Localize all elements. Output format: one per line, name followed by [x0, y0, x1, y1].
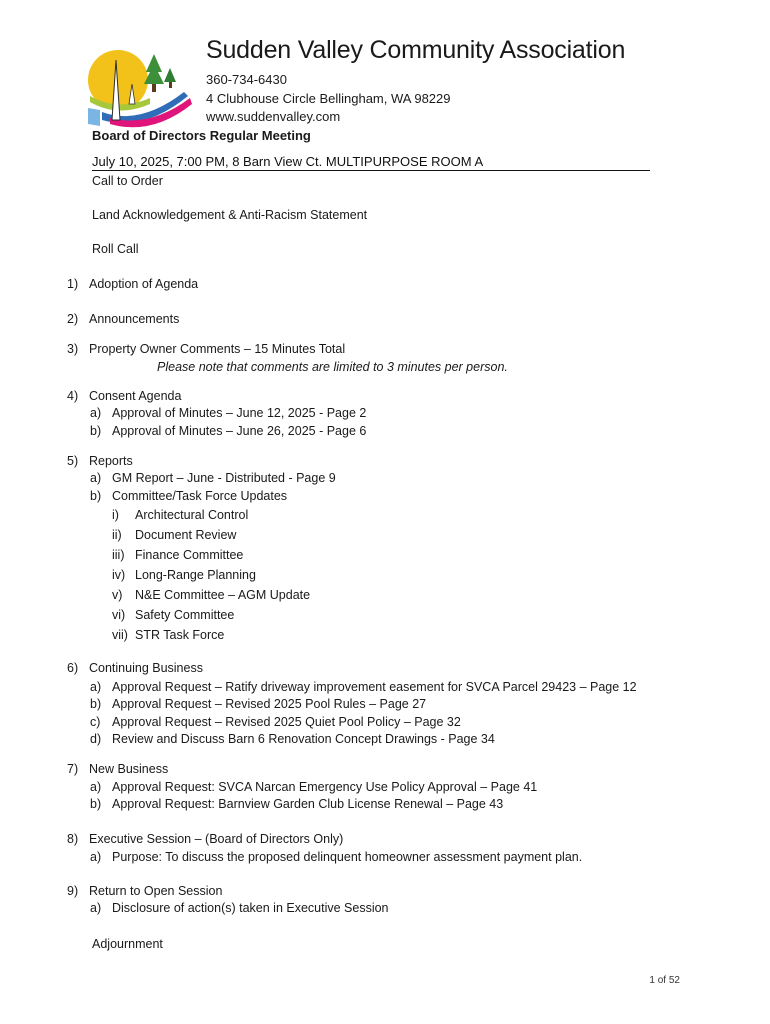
committee-item: Safety Committee [135, 608, 235, 622]
meeting-details: July 10, 2025, 7:00 PM, 8 Barn View Ct. MULTIPURPOSE ROOM A [92, 154, 650, 171]
item-number: 9) [67, 884, 79, 898]
sub-item: Committee/Task Force Updates [112, 489, 288, 503]
agenda-item-adoption: Adoption of Agenda [89, 277, 199, 291]
roman-numeral: vii) [112, 628, 128, 642]
sub-item-letter: a) [90, 471, 102, 485]
committee-item: Architectural Control [135, 508, 249, 522]
sub-item-letter: a) [90, 780, 102, 794]
meeting-title: Board of Directors Regular Meeting [92, 128, 311, 143]
committee-item: N&E Committee – AGM Update [135, 588, 311, 602]
organization-name: Sudden Valley Community Association [206, 36, 626, 64]
sub-item: Disclosure of action(s) taken in Executive Session [112, 901, 389, 915]
roman-numeral: v) [112, 588, 123, 602]
sub-item-letter: a) [90, 406, 102, 420]
sub-item-letter: b) [90, 797, 102, 811]
agenda-item-consent: Consent Agenda [89, 389, 182, 403]
page-number: 1 of 52 [649, 975, 680, 986]
land-acknowledgement: Land Acknowledgement & Anti-Racism Statement [92, 208, 368, 222]
sub-item: Approval Request – Revised 2025 Pool Rules – Page 27 [112, 697, 427, 711]
sub-item: Approval of Minutes – June 12, 2025 - Page 2 [112, 406, 367, 420]
address: 4 Clubhouse Circle Bellingham, WA 98229 [206, 91, 451, 106]
comments-note: Please note that comments are limited to 3 minutes per person. [157, 360, 508, 374]
sub-item: Approval Request – Ratify driveway improvement easement for SVCA Parcel 29423 – Page 12 [112, 680, 637, 694]
agenda-item-comments: Property Owner Comments – 15 Minutes Total [89, 342, 346, 356]
item-number: 7) [67, 762, 79, 776]
association-logo [80, 38, 200, 130]
roll-call: Roll Call [92, 242, 139, 256]
agenda-item-announcements: Announcements [89, 312, 180, 326]
roman-numeral: iv) [112, 568, 126, 582]
item-number: 2) [67, 312, 79, 326]
roman-numeral: i) [112, 508, 119, 522]
sub-item-letter: a) [90, 901, 102, 915]
sub-item: Approval Request – Revised 2025 Quiet Pool Policy – Page 32 [112, 715, 461, 729]
item-number: 1) [67, 277, 79, 291]
agenda-item-reports: Reports [89, 454, 133, 468]
sub-item: Purpose: To discuss the proposed delinquent homeowner assessment payment plan. [112, 850, 583, 864]
committee-item: Document Review [135, 528, 237, 542]
roman-numeral: vi) [112, 608, 126, 622]
item-number: 5) [67, 454, 79, 468]
sub-item: Approval of Minutes – June 26, 2025 - Page 6 [112, 424, 367, 438]
item-number: 6) [67, 661, 79, 675]
sub-item-letter: a) [90, 680, 102, 694]
committee-item: Finance Committee [135, 548, 244, 562]
committee-item: STR Task Force [135, 628, 225, 642]
phone-number: 360-734-6430 [206, 72, 287, 87]
call-to-order: Call to Order [92, 174, 163, 188]
adjournment: Adjournment [92, 937, 163, 951]
roman-numeral: ii) [112, 528, 122, 542]
website[interactable]: www.suddenvalley.com [206, 109, 341, 124]
committee-item: Long-Range Planning [135, 568, 256, 582]
sub-item: GM Report – June - Distributed - Page 9 [112, 471, 336, 485]
sub-item-letter: b) [90, 697, 102, 711]
agenda-item-executive-session: Executive Session – (Board of Directors Only) [89, 832, 344, 846]
sub-item: Approval Request: SVCA Narcan Emergency Use Policy Approval – Page 41 [112, 780, 538, 794]
sub-item-letter: d) [90, 732, 102, 746]
sub-item: Review and Discuss Barn 6 Renovation Concept Drawings - Page 34 [112, 732, 495, 746]
agenda-item-open-session: Return to Open Session [89, 884, 223, 898]
sub-item-letter: b) [90, 424, 102, 438]
agenda-item-new-business: New Business [89, 762, 169, 776]
sub-item: Approval Request: Barnview Garden Club License Renewal – Page 43 [112, 797, 504, 811]
sub-item-letter: b) [90, 489, 102, 503]
roman-numeral: iii) [112, 548, 125, 562]
sub-item-letter: a) [90, 850, 102, 864]
sub-item-letter: c) [90, 715, 101, 729]
item-number: 8) [67, 832, 79, 846]
agenda-item-continuing-business: Continuing Business [89, 661, 203, 675]
item-number: 4) [67, 389, 79, 403]
item-number: 3) [67, 342, 79, 356]
